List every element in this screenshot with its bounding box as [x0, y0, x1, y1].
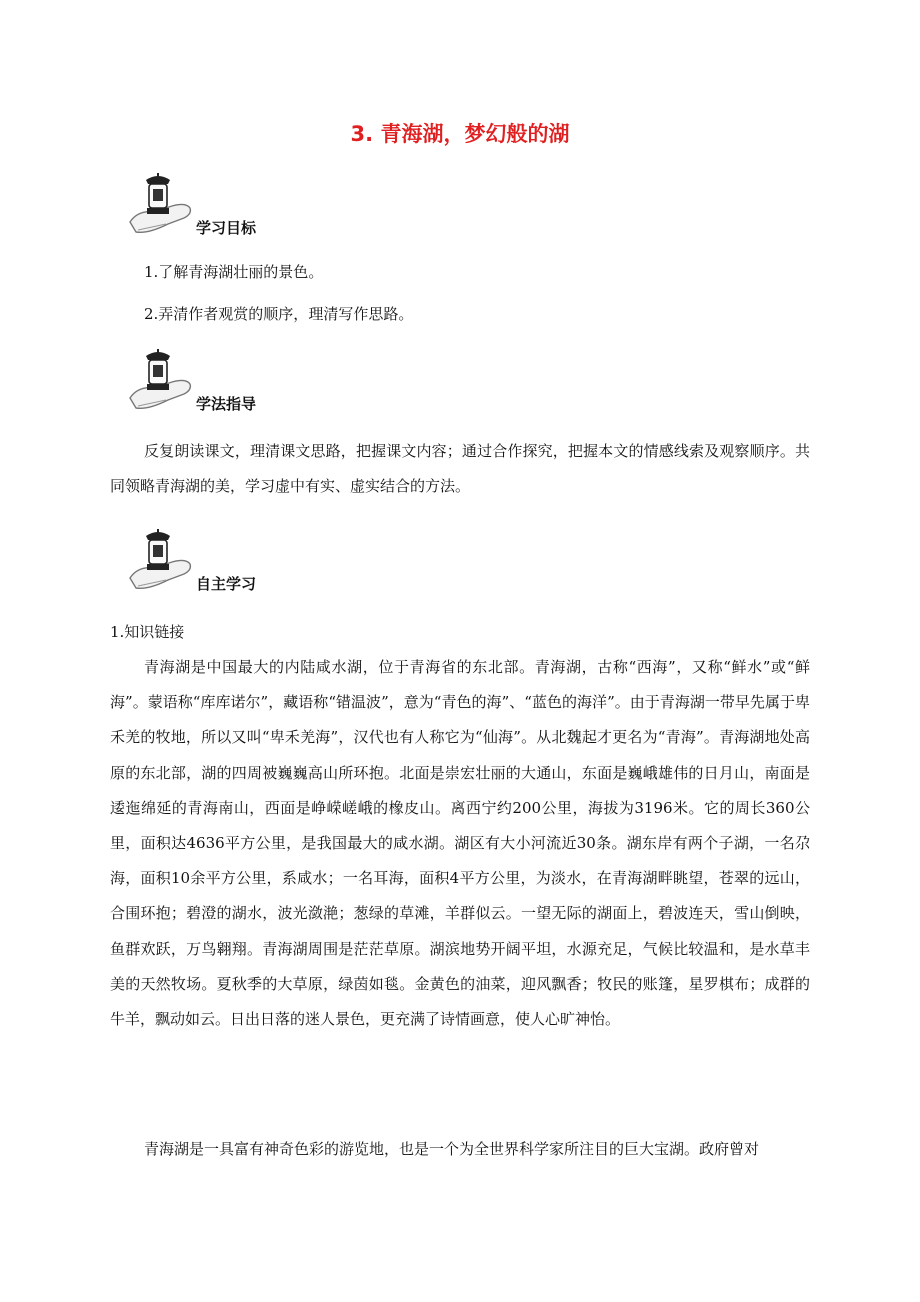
lantern-on-hand-icon [128, 172, 194, 240]
section-header-method [128, 348, 428, 418]
section-label-objectives: 学习目标 [196, 219, 257, 237]
section-label-self-study: 自主学习 [196, 575, 257, 593]
lantern-on-hand-icon [128, 348, 194, 416]
knowledge-paragraph-1: 青海湖是中国最大的内陆咸水湖，位于青海省的东北部。青海湖，古称“西海”，又称“鲜水”或“鲜海”。蒙语称“库库诺尔”，藏语称“错温波”，意为“青色的海”、“蓝色的海洋”。由于青海湖一带早先属于卑禾羌的牧地，所以又叫“卑禾羌海”，汉代也有人称它为“仙海”。从北魏起才更名为“青海”。青海湖地处高原的东北部，湖的四周被巍巍高山所环抱。北面是崇宏壮丽的大通山，东面是巍峨雄伟的日月山，南面是逶迤绵延的青海南山，西面是峥嵘嵯峨的橡皮山。离西宁约200公里，海拔为3196米。它的周长360公里，面积达4636平方公里，是我国最大的咸水湖。湖区有大小河流近30条。湖东岸有两个子湖，一名尕海，面积10余平方公里，系咸水；一名耳海，面积4平方公里，为淡水，在青海湖畔眺望，苍翠的远山，合围环抱；碧澄的湖水，波光潋滟；葱绿的草滩，羊群似云。一望无际的湖面上，碧波连天，雪山倒映，鱼群欢跃，万鸟翱翔。青海湖周围是茫茫草原。湖滨地势开阔平坦，水源充足，气候比较温和，是水草丰美的天然牧场。夏秋季的大草原，绿茵如毯。金黄色的油菜，迎风飘香；牧民的账篷，星罗棋布；成群的牛羊，飘动如云。日出日落的迷人景色，更充满了诗情画意，使人心旷神怡。 [110, 658, 810, 1029]
lantern-on-hand-icon [128, 528, 194, 596]
section-header-objectives [128, 172, 428, 242]
objective-item-2: 2.弄清作者观赏的顺序，理清写作思路。 [144, 305, 414, 323]
knowledge-paragraph-2: 青海湖是一具富有神奇色彩的游览地，也是一个为全世界科学家所注目的巨大宝湖。政府曾对 [144, 1140, 760, 1158]
objective-item-1: 1.了解青海湖壮丽的景色。 [144, 263, 324, 281]
section-label-method: 学法指导 [196, 395, 257, 413]
knowledge-link-heading: 1.知识链接 [110, 623, 185, 641]
section-header-self-study [128, 528, 428, 598]
method-paragraph: 反复朗读课文，理清课文思路，把握课文内容；通过合作探究，把握本文的情感线索及观察顺序。共同领略青海湖的美，学习虚中有实、虚实结合的方法。 [110, 442, 810, 496]
page-title: 3. 青海湖，梦幻般的湖 [350, 122, 570, 146]
